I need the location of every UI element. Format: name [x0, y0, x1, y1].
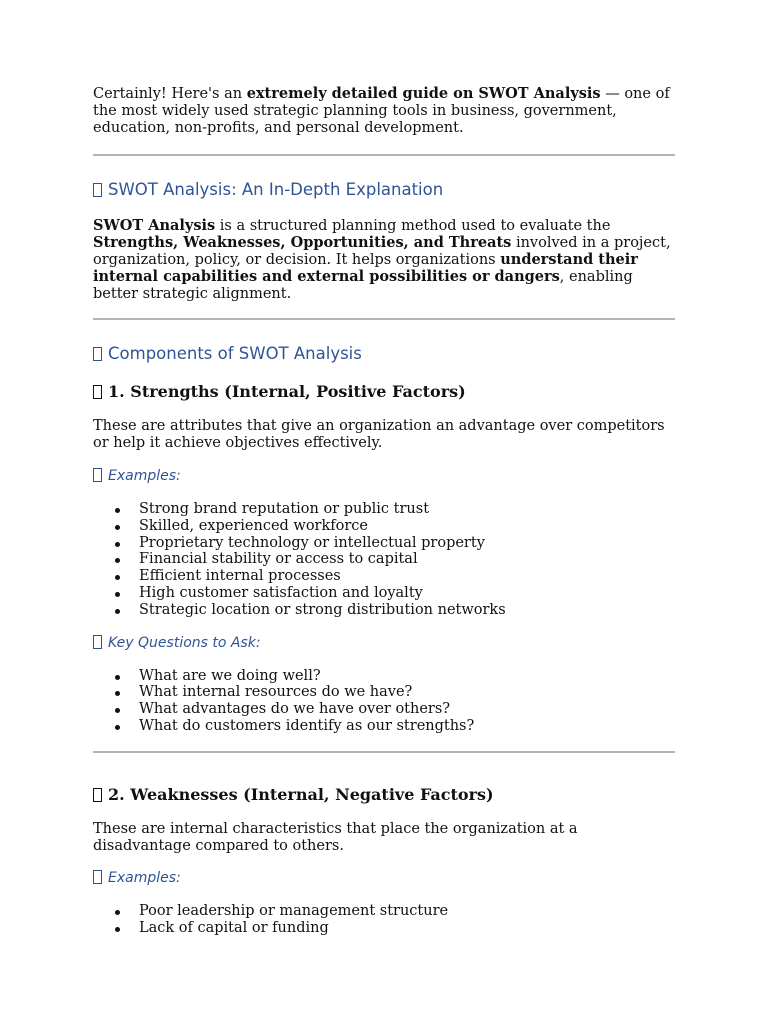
list-item: Financial stability or access to capital [93, 551, 675, 568]
weaknesses-examples-list [93, 903, 675, 937]
list-item: Strategic location or strong distribution networks [93, 602, 675, 619]
list-item: High customer satisfaction and loyalty [93, 585, 675, 602]
section-heading-overview: SWOT Analysis: An In-Depth Explanation [93, 180, 675, 200]
bullet [115, 927, 120, 932]
missing-glyph-icon [93, 635, 102, 649]
bullet [115, 725, 120, 730]
list-item: Proprietary technology or intellectual property [93, 535, 675, 552]
missing-glyph-icon [93, 183, 102, 197]
list-item: Efficient internal processes [93, 568, 675, 585]
bullet [115, 525, 120, 530]
missing-glyph-icon [93, 385, 102, 399]
bullet [115, 542, 120, 547]
overview-paragraph: SWOT Analysis is a structured planning method used to evaluate the Strengths, Weaknesses, Opportunities, and Threats involved in a project, organization, policy, or decision. It helps organizations understand their internal capabilities and external possibilities or dangers, enabling better strategic alignment. [93, 217, 671, 302]
section-heading-components: Components of SWOT Analysis [93, 344, 675, 364]
subheading-weaknesses: 2. Weaknesses (Internal, Negative Factors) [93, 785, 675, 805]
strengths-examples-label: Examples: [93, 467, 675, 485]
document-page [93, 86, 675, 937]
list-item: Skilled, experienced workforce [93, 518, 675, 535]
strengths-questions-list [93, 668, 675, 735]
bullet [115, 609, 120, 614]
intro-bold: extremely detailed guide on SWOT Analysis [246, 85, 601, 102]
bullet [115, 708, 120, 713]
missing-glyph-icon [93, 870, 102, 884]
bullet [115, 910, 120, 915]
intro-paragraph [93, 86, 675, 136]
weaknesses-examples-label: Examples: [93, 869, 675, 887]
strengths-description: These are attributes that give an organization an advantage over competitors or help it achieve objectives effectively. [93, 418, 665, 452]
list-item: What are we doing well? [93, 668, 675, 685]
bullet [115, 592, 120, 597]
list-item: Poor leadership or management structure [93, 903, 675, 920]
bullet [115, 575, 120, 580]
list-item: Lack of capital or funding [93, 920, 675, 937]
weaknesses-description: These are internal characteristics that place the organization at a disadvantage compared to others. [93, 820, 578, 854]
strengths-examples-list [93, 501, 675, 619]
missing-glyph-icon [93, 788, 102, 802]
intro-text-1: Certainly! Here's an [93, 86, 247, 102]
bullet [115, 675, 120, 680]
list-item: What internal resources do we have? [93, 684, 675, 701]
missing-glyph-icon [93, 468, 102, 482]
missing-glyph-icon [93, 347, 102, 361]
subheading-strengths: 1. Strengths (Internal, Positive Factors) [93, 382, 675, 402]
bullet [115, 558, 120, 563]
list-item: What do customers identify as our strengths? [93, 718, 675, 735]
intro-text-2: — one of the most widely used strategic planning tools in business, government, education, non-profits, and personal development. [93, 86, 670, 136]
list-item: What advantages do we have over others? [93, 701, 675, 718]
list-item: Strong brand reputation or public trust [93, 501, 675, 518]
bullet [115, 508, 120, 513]
bullet [115, 691, 120, 696]
strengths-questions-label: Key Questions to Ask: [93, 634, 675, 652]
